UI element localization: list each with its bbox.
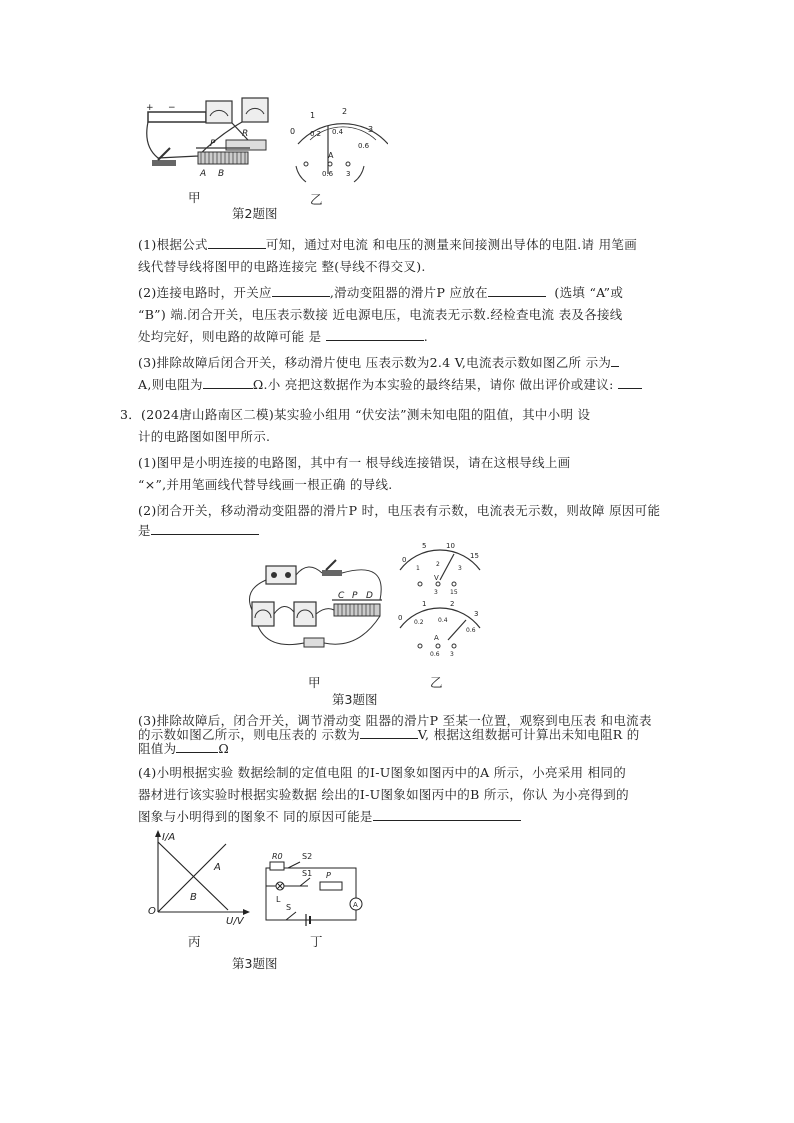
q2-fig-label-yi: 乙 bbox=[310, 192, 323, 207]
q3-graph-bing bbox=[144, 828, 254, 928]
q2-letter-a: A bbox=[200, 169, 207, 179]
q2-fig-caption: 第2题图 bbox=[232, 206, 278, 221]
q2-letter-b: B bbox=[218, 169, 225, 179]
q3-graph-ylabel: I/A bbox=[162, 832, 176, 843]
q2-tick-0: 0 bbox=[290, 127, 296, 136]
q2-tick-1: 1 bbox=[310, 111, 316, 120]
q3-letter-p: P bbox=[352, 591, 358, 601]
q3-part4-line3: 图象与小明得到的图象不 同的原因可能是 bbox=[138, 806, 521, 828]
q3-v-tick-15: 15 bbox=[470, 552, 479, 560]
q2-part3-line2: A,则电阻为 Ω.小 亮把这数据作为本实验的最终结果，请你 做出评价或建议: bbox=[138, 374, 642, 396]
q2-part2-line1: (2)连接电路时，开关应 ,滑动变阻器的滑片P 应放在 (选填 “A”或 bbox=[138, 285, 624, 300]
q3-fig-caption-2: 第3题图 bbox=[232, 956, 278, 971]
q2-tick-2: 2 bbox=[342, 107, 348, 116]
q2-part2-line3: 处均完好，则电路的故障可能 是 . bbox=[138, 329, 429, 344]
q2-terminal-3: 3 bbox=[346, 170, 351, 178]
q2-part3-line1: (3)排除故障后闭合开关，移动滑片使电 压表示数为2.4 V,电流表示数如图乙所 示为 bbox=[138, 352, 619, 374]
svg-text:+: + bbox=[146, 103, 154, 113]
q3-v-tick-0: 0 bbox=[402, 556, 407, 564]
q3-part3-line1: (3)排除故障后，闭合开关，调节滑动变 阻器的滑片P 至某一位置，观察到电压表 和电流表 bbox=[138, 713, 652, 728]
q3-letter-d: D bbox=[366, 591, 373, 601]
q3-fig-label-yi: 乙 bbox=[430, 675, 443, 690]
q3-v-sub-1: 1 bbox=[416, 565, 420, 572]
q2-figure-circuit-jia bbox=[138, 96, 388, 206]
q3-v-sub-3: 3 bbox=[458, 565, 462, 572]
q3-part2-line1: (2)闭合开关，移动滑动变阻器的滑片P 时，电压表有示数，电流表无示数，则故障 原因可能 bbox=[138, 503, 661, 518]
q3-v-tick-5: 5 bbox=[422, 542, 427, 550]
q3-graph-xlabel: U/V bbox=[226, 916, 244, 927]
q3-part2-line2: 是 bbox=[138, 520, 259, 542]
q3-stem-line2: 计的电路图如图甲所示. bbox=[138, 429, 271, 444]
q3-fig-label-jia: 甲 bbox=[308, 675, 321, 690]
q3-letter-c: C bbox=[338, 591, 345, 601]
q2-letter-p: P bbox=[210, 139, 216, 149]
q3-circuit-p: P bbox=[326, 871, 331, 880]
q3-circuit-ding bbox=[258, 848, 364, 928]
q3-a-sub-02: 0.2 bbox=[414, 619, 424, 626]
q3-circuit-l: L bbox=[276, 895, 281, 904]
q2-part1-line2: 线代替导线将图甲的电路连接完 整(导线不得交叉). bbox=[138, 259, 426, 274]
q3-v-unit: V bbox=[434, 574, 439, 582]
q3-fig-caption: 第3题图 bbox=[332, 692, 378, 707]
q2-meter-unit: A bbox=[328, 151, 334, 160]
q2-part2-line2: “B”) 端.闭合开关，电压表示数接 近电源电压，电流表无示数.经检查电流 表及各接线 bbox=[138, 307, 623, 322]
q3-fig-label-bing: 丙 bbox=[188, 934, 201, 949]
q3-v-sub-2: 2 bbox=[436, 561, 440, 568]
q3-part3-line2: 的示数如图乙所示，则电压表的 示数为 V, 根据这组数据可计算出未知电阻R 的 bbox=[138, 727, 640, 742]
q3-a-terminal-3: 3 bbox=[450, 651, 454, 658]
q3-graph-label-b: B bbox=[190, 892, 197, 903]
q3-a-unit: A bbox=[434, 634, 439, 642]
q3-part1-line2: “×”,并用笔画线代替导线画一根正确 的导线. bbox=[138, 477, 393, 492]
q2-fig-label-jia: 甲 bbox=[188, 190, 201, 205]
q3-circuit-r0: R0 bbox=[272, 852, 283, 861]
q2-terminal-06: 0.6 bbox=[322, 170, 334, 178]
q3-part4-line1: (4)小明根据实验 数据绘制的定值电阻 的I-U图象如图丙中的A 所示，小亮采用 相同的 bbox=[138, 765, 627, 780]
q3-a-tick-0: 0 bbox=[398, 614, 403, 622]
q3-v-tick-10: 10 bbox=[446, 542, 455, 550]
q3-fig-label-ding: 丁 bbox=[310, 934, 323, 949]
q2-part1-line1: (1)根据公式 可知，通过对电流 和电压的测量来间接测出导体的电阻.请 用笔画 bbox=[138, 237, 638, 252]
q3-stem-line1: 3．(2024唐山路南区二模)某实验小组用 “伏安法”测未知电阻的阻值，其中小明 设 bbox=[120, 407, 591, 422]
q3-circuit-ammeter: A bbox=[353, 901, 358, 909]
q3-figure-circuit-jia bbox=[238, 540, 498, 676]
q3-a-tick-2: 2 bbox=[450, 600, 455, 608]
q3-circuit-s: S bbox=[286, 903, 292, 912]
q3-a-sub-04: 0.4 bbox=[438, 617, 448, 624]
q2-tick-3: 3 bbox=[368, 125, 374, 134]
q3-a-tick-1: 1 bbox=[422, 600, 427, 608]
q3-v-terminal-15: 15 bbox=[450, 589, 458, 596]
q3-graph-label-a: A bbox=[214, 862, 221, 873]
q2-letter-r: R bbox=[242, 129, 249, 139]
q2-subtick-02: 0.2 bbox=[310, 130, 322, 138]
q2-subtick-04: 0.4 bbox=[332, 128, 344, 136]
q3-a-terminal-06: 0.6 bbox=[430, 651, 440, 658]
q3-graph-origin: O bbox=[148, 906, 156, 917]
q3-a-tick-3: 3 bbox=[474, 610, 479, 618]
q3-part1-line1: (1)图甲是小明连接的电路图，其中有一 根导线连接错误，请在这根导线上画 bbox=[138, 455, 571, 470]
q3-a-sub-06: 0.6 bbox=[466, 627, 476, 634]
q3-part4-line2: 器材进行该实验时根据实验数据 绘出的I-U图象如图丙中的B 所示，你认 为小亮得到的 bbox=[138, 787, 629, 802]
q3-circuit-s2: S2 bbox=[302, 852, 313, 861]
q3-circuit-s1: S1 bbox=[302, 869, 313, 878]
q3-v-terminal-3: 3 bbox=[434, 589, 438, 596]
q2-subtick-06: 0.6 bbox=[358, 142, 370, 150]
q3-part3-line3: 阻值为 Ω bbox=[138, 741, 230, 756]
svg-text:−: − bbox=[168, 103, 176, 113]
